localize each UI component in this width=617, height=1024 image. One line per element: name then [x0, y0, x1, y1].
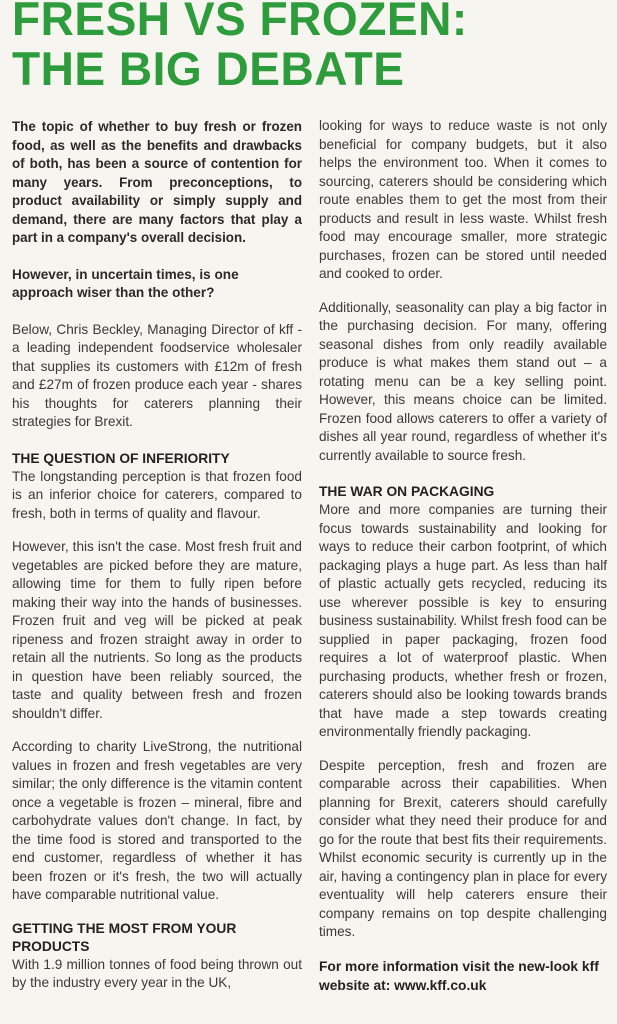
footer-website-note: For more information visit the new-look kff website at: www.kff.co.uk [319, 958, 599, 993]
section-heading-packaging: THE WAR ON PACKAGING [319, 484, 495, 499]
headline-line-1: FRESH VS FROZEN: [12, 0, 468, 45]
intro-question: However, in uncertain times, is one approach wiser than the other? [12, 266, 239, 300]
body-paragraph-sustainability: More and more companies are turning their focus towards sustainability and looking for ways to reduce their carbon footprint, of which packaging plays a huge part. As less than half of plastic actually gets recycled, reducing its use wherever possible is key to ensuring business sustainability. Whilst fresh food can be supplied in paper packaging, frozen food requires a lot of waterproof plastic. When purchasing products, whether fresh or frozen, caterers should also be looking towards brands that have made a step towards creating environmentally friendly packaging. [319, 502, 607, 739]
body-paragraph-waste-start: With 1.9 million tonnes of food being thrown out by the industry every year in the UK, [12, 956, 302, 990]
headline-line-2: THE BIG DEBATE [12, 42, 405, 95]
body-paragraph-brexit-planning: Despite perception, fresh and frozen are comparable across their capabilities. When planning for Brexit, caterers should carefully consider what they need their produce for and go for the route that best fits their requirements. Whilst economic security is currently up in the air, having a contingency plan in place for every eventuality will help caterers ensure their company remains on top despite challenging times. [319, 757, 607, 939]
section-heading-inferiority: THE QUESTION OF INFERIORITY [12, 450, 230, 466]
intro-paragraph: The topic of whether to buy fresh or frozen food, as well as the benefits and drawbacks of both, has been a source of contention for many years. From preconceptions, to product availability or simply supply and demand, there are many factors that play a part in a company's overall decision. [12, 119, 302, 245]
headline [12, 0, 468, 94]
body-paragraph-livestrong: According to charity LiveStrong, the nutritional values in frozen and fresh vegetables are very similar; the only difference is the vitamin content once a vegetable is frozen – mineral, fibre and carbohydrate values don't change. In fact, by the time food is stored and transported to the end customer, regardless of whether it has been frozen or it's fresh, the two will actually have comparable nutritional value. [12, 739, 302, 902]
body-paragraph-waste-continued: looking for ways to reduce waste is not only beneficial for company budgets, but it also helps the environment too. When it comes to sourcing, caterers should be considering which route enables them to get the most from their products and result in less waste. Whilst fresh food may encourage smaller, more strategic purchases, frozen can be stored until needed and cooked to order. [319, 118, 607, 281]
body-paragraph-chris-beckley: Below, Chris Beckley, Managing Director of kff - a leading independent foodservice wholesaler that supplies its customers with £12m of fresh and £27m of frozen produce each year - shares his thoughts for caterers planning their strategies for Brexit. [12, 321, 302, 429]
body-paragraph-ripeness: However, this isn't the case. Most fresh fruit and vegetables are picked before they are mature, allowing time for them to fully ripen before making their way into the hands of businesses. Frozen fruit and veg will be picked at peak ripeness and frozen straight away in order to retain all the nutrients. So long as the products in question have been reliably sourced, the taste and quality between fresh and frozen shouldn't differ. [12, 539, 302, 721]
left-column [12, 118, 302, 1008]
right-column [319, 117, 607, 1010]
body-paragraph-perception: The longstanding perception is that frozen food is an inferior choice for caterers, compared to fresh, both in terms of quality and flavour. [12, 468, 302, 521]
section-heading-most-from-products: GETTING THE MOST FROM YOUR PRODUCTS [12, 920, 237, 954]
body-paragraph-seasonality: Additionally, seasonality can play a big factor in the purchasing decision. For many, offering seasonal dishes from only readily available produce is what makes them stand out – a rotating menu can be a key selling point. However, this means choice can be limited. Frozen food allows caterers to offer a variety of dishes all year round, regardless of whether it's currently available to source fresh. [319, 299, 607, 463]
